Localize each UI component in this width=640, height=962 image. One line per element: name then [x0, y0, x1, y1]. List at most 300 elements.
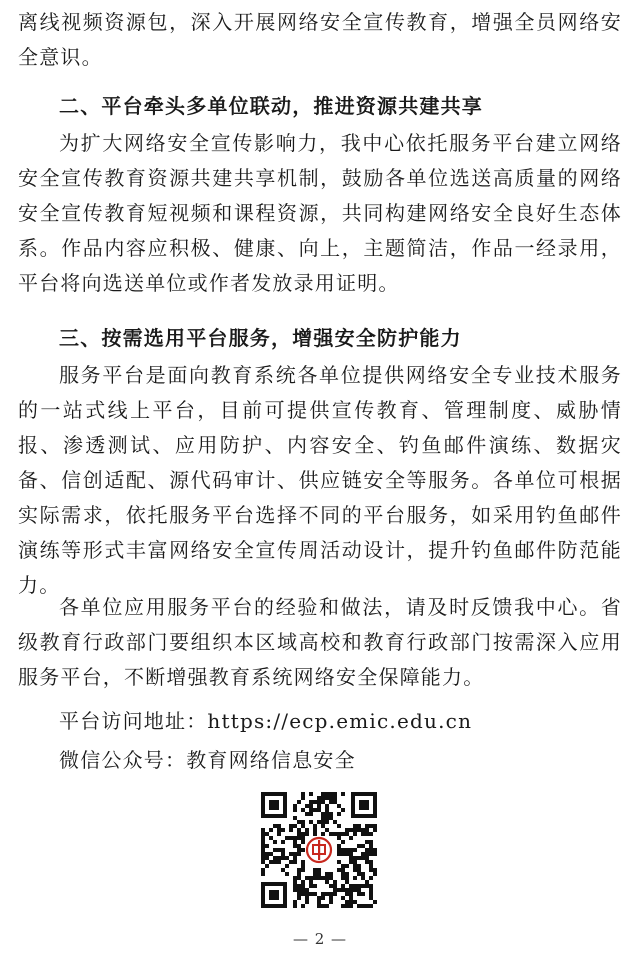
platform-address: 平台访问地址：https://ecp.emic.edu.cn — [59, 709, 473, 733]
qr-module — [337, 824, 341, 828]
qr-module — [265, 852, 269, 856]
qr-module — [277, 824, 281, 828]
qr-module — [305, 876, 309, 880]
qr-module — [325, 876, 329, 880]
qr-module — [285, 872, 289, 876]
qr-module — [349, 856, 353, 860]
qr-module — [325, 904, 329, 908]
qr-module — [309, 800, 313, 804]
qr-module — [349, 888, 353, 892]
qr-module — [349, 904, 353, 908]
qr-module — [361, 872, 365, 876]
qr-module — [297, 872, 301, 876]
section-2-paragraph: 为扩大网络安全宣传影响力，我中心依托服务平台建立网络安全宣传教育资源共建共享机制，鼓励各单位选送高质量的网络安全宣传教育短视频和课程资源，共同构建网络安全良好生态体系。作品内容应积极、健康、向上，主题简洁，作品一经录用，平台将向选送单位或作者发放录用证明。 — [18, 131, 622, 295]
qr-module — [277, 848, 281, 852]
qr-module — [305, 812, 309, 816]
qr-module — [365, 828, 369, 832]
qr-module — [353, 848, 357, 852]
qr-module — [301, 864, 305, 868]
qr-module — [333, 892, 337, 896]
qr-module — [261, 844, 265, 848]
qr-module — [301, 836, 305, 840]
qr-module — [265, 832, 269, 836]
qr-module — [309, 884, 313, 888]
qr-module — [373, 900, 377, 904]
qr-module — [277, 856, 281, 860]
qr-module — [293, 880, 297, 884]
qr-module — [301, 840, 305, 844]
qr-module — [317, 876, 321, 880]
qr-module — [341, 888, 345, 892]
qr-module — [309, 812, 313, 816]
qr-module — [321, 796, 325, 800]
qr-module — [317, 808, 321, 812]
qr-module — [329, 832, 333, 836]
qr-module — [329, 792, 333, 796]
qr-module — [261, 832, 265, 836]
qr-module — [313, 868, 317, 872]
qr-module — [341, 904, 345, 908]
qr-module — [325, 816, 329, 820]
qr-module — [293, 824, 297, 828]
qr-module — [329, 872, 333, 876]
qr-module — [369, 896, 373, 900]
qr-module — [265, 844, 269, 848]
qr-module — [301, 868, 305, 872]
qr-module — [305, 900, 309, 904]
qr-module — [297, 888, 301, 892]
qr-module — [277, 860, 281, 864]
qr-module — [353, 900, 357, 904]
qr-module — [333, 884, 337, 888]
qr-module — [285, 864, 289, 868]
qr-module — [293, 904, 297, 908]
qr-module — [333, 880, 337, 884]
qr-module — [309, 880, 313, 884]
qr-module — [333, 888, 337, 892]
qr-module — [369, 848, 373, 852]
qr-module — [357, 868, 361, 872]
qr-module — [345, 892, 349, 896]
qr-module — [345, 832, 349, 836]
qr-module — [369, 904, 373, 908]
qr-finder-bottom-left — [261, 882, 287, 908]
qr-module — [365, 880, 369, 884]
qr-module — [297, 828, 301, 832]
qr-module — [373, 872, 377, 876]
qr-module — [281, 868, 285, 872]
qr-module — [261, 868, 265, 872]
qr-module — [341, 792, 345, 796]
qr-module — [289, 828, 293, 832]
qr-module — [297, 800, 301, 804]
qr-module — [305, 896, 309, 900]
qr-module — [321, 816, 325, 820]
qr-module — [373, 824, 377, 828]
qr-module — [305, 892, 309, 896]
qr-module — [309, 892, 313, 896]
qr-module — [317, 820, 321, 824]
qr-module — [349, 848, 353, 852]
qr-module — [353, 884, 357, 888]
qr-module — [365, 848, 369, 852]
qr-module — [313, 892, 317, 896]
qr-module — [261, 852, 265, 856]
qr-module — [369, 876, 373, 880]
qr-module — [349, 892, 353, 896]
qr-module — [281, 840, 285, 844]
qr-module — [361, 844, 365, 848]
qr-module — [337, 844, 341, 848]
qr-module — [349, 852, 353, 856]
qr-module — [261, 840, 265, 844]
qr-module — [293, 836, 297, 840]
qr-module — [353, 876, 357, 880]
qr-module — [293, 844, 297, 848]
qr-module — [357, 904, 361, 908]
qr-module — [301, 884, 305, 888]
qr-module — [301, 904, 305, 908]
qr-module — [361, 856, 365, 860]
qr-module — [329, 892, 333, 896]
qr-module — [265, 864, 269, 868]
qr-module — [293, 804, 297, 808]
qr-module — [321, 820, 325, 824]
qr-module — [297, 896, 301, 900]
qr-module — [261, 828, 265, 832]
qr-module — [361, 876, 365, 880]
wechat-account: 微信公众号：教育网络信息安全 — [59, 748, 356, 772]
qr-module — [281, 848, 285, 852]
section-heading-3: 三、按需选用平台服务，增强安全防护能力 — [59, 326, 462, 350]
qr-module — [337, 868, 341, 872]
qr-module — [329, 800, 333, 804]
qr-module — [345, 900, 349, 904]
qr-module — [289, 852, 293, 856]
qr-module — [293, 876, 297, 880]
qr-module — [341, 864, 345, 868]
qr-module — [317, 868, 321, 872]
qr-module — [313, 872, 317, 876]
qr-module — [325, 820, 329, 824]
qr-module — [317, 896, 321, 900]
qr-module — [293, 900, 297, 904]
qr-module — [341, 884, 345, 888]
qr-module — [297, 892, 301, 896]
qr-module — [369, 832, 373, 836]
qr-module — [345, 864, 349, 868]
qr-module — [341, 848, 345, 852]
qr-module — [369, 824, 373, 828]
qr-module — [349, 828, 353, 832]
qr-module — [297, 844, 301, 848]
qr-module — [349, 860, 353, 864]
qr-module — [289, 824, 293, 828]
qr-module — [373, 852, 377, 856]
qr-module — [289, 836, 293, 840]
qr-module — [369, 892, 373, 896]
qr-module — [357, 844, 361, 848]
qr-module — [325, 808, 329, 812]
qr-module — [353, 856, 357, 860]
qr-module — [341, 868, 345, 872]
qr-module — [321, 800, 325, 804]
qr-module — [305, 804, 309, 808]
qr-module — [297, 868, 301, 872]
qr-module — [369, 868, 373, 872]
qr-module — [293, 884, 297, 888]
qr-module — [329, 812, 333, 816]
qr-module — [361, 904, 365, 908]
qr-module — [369, 888, 373, 892]
qr-module — [337, 860, 341, 864]
qr-module — [337, 848, 341, 852]
qr-module — [277, 828, 281, 832]
qr-module — [341, 852, 345, 856]
qr-module — [345, 876, 349, 880]
qr-module — [329, 884, 333, 888]
section-3-paragraph: 服务平台是面向教育系统各单位提供网络安全专业技术服务的一站式线上平台，目前可提供宣传教育、管理制度、威胁情报、渗透测试、应用防护、内容安全、钓鱼邮件演练、数据灾备、信创适配、源代码审计、供应链安全等服务。各单位可根据实际需求，依托服务平台选择不同的平台服务，如采用钓鱼邮件演练等形式丰富网络安全宣传周活动设计，提升钓鱼邮件防范能力。 — [18, 363, 622, 597]
qr-module — [301, 860, 305, 864]
qr-module — [273, 856, 277, 860]
qr-module — [365, 852, 369, 856]
qr-module — [281, 856, 285, 860]
section-heading-2: 二、平台牵头多单位联动，推进资源共建共享 — [59, 94, 483, 118]
qr-module — [369, 844, 373, 848]
qr-module — [349, 900, 353, 904]
qr-module — [317, 804, 321, 808]
qr-module — [369, 852, 373, 856]
qr-module — [309, 820, 313, 824]
qr-module — [353, 864, 357, 868]
qr-module — [325, 812, 329, 816]
qr-module — [289, 860, 293, 864]
qr-module — [361, 832, 365, 836]
qr-module — [313, 828, 317, 832]
qr-module — [345, 828, 349, 832]
qr-module — [365, 832, 369, 836]
qr-module — [273, 848, 277, 852]
qr-module — [369, 864, 373, 868]
qr-module — [309, 804, 313, 808]
qr-module — [337, 888, 341, 892]
qr-module — [297, 832, 301, 836]
qr-module — [269, 860, 273, 864]
qr-module — [365, 824, 369, 828]
qr-module — [301, 796, 305, 800]
qr-module — [317, 796, 321, 800]
qr-module — [277, 832, 281, 836]
qr-module — [305, 888, 309, 892]
intro-paragraph-tail: 离线视频资源包，深入开展网络安全宣传教育，增强全员网络安全意识。 — [18, 10, 622, 69]
qr-module — [353, 888, 357, 892]
qr-module — [365, 840, 369, 844]
qr-module — [309, 876, 313, 880]
qr-module — [317, 900, 321, 904]
qr-module — [365, 860, 369, 864]
qr-module — [345, 904, 349, 908]
qr-module — [293, 852, 297, 856]
qr-module — [297, 836, 301, 840]
qr-module — [305, 828, 309, 832]
qr-module — [301, 848, 305, 852]
qr-module — [325, 872, 329, 876]
qr-module — [301, 892, 305, 896]
qr-module — [269, 836, 273, 840]
qr-module — [329, 900, 333, 904]
qr-module — [337, 852, 341, 856]
qr-module — [341, 872, 345, 876]
qr-module — [305, 832, 309, 836]
qr-module — [317, 904, 321, 908]
qr-module — [329, 876, 333, 880]
qr-module — [293, 860, 297, 864]
qr-module — [293, 840, 297, 844]
qr-module — [333, 792, 337, 796]
qr-module — [353, 868, 357, 872]
qr-module — [341, 876, 345, 880]
qr-module — [357, 856, 361, 860]
feedback-paragraph: 各单位应用服务平台的经验和做法，请及时反馈我中心。省级教育行政部门要组织本区域高校和教育行政部门按需深入应用服务平台，不断增强教育系统网络安全保障能力。 — [18, 595, 622, 689]
qr-module — [341, 840, 345, 844]
qr-module — [373, 848, 377, 852]
qr-module — [325, 892, 329, 896]
qr-module — [349, 884, 353, 888]
qr-module — [313, 808, 317, 812]
qr-module — [301, 820, 305, 824]
qr-module — [349, 896, 353, 900]
qr-module — [261, 860, 265, 864]
qr-module — [297, 848, 301, 852]
qr-module — [321, 792, 325, 796]
qr-module — [297, 820, 301, 824]
qr-module — [357, 884, 361, 888]
qr-module — [345, 888, 349, 892]
qr-module — [357, 872, 361, 876]
qr-module — [353, 824, 357, 828]
qr-module — [333, 832, 337, 836]
qr-module — [333, 820, 337, 824]
qr-module — [325, 796, 329, 800]
qr-module — [297, 884, 301, 888]
page-number: — 2 — — [292, 930, 348, 948]
qr-module — [337, 832, 341, 836]
qr-module — [261, 848, 265, 852]
qr-module — [293, 888, 297, 892]
qr-module — [337, 812, 341, 816]
qr-module — [269, 852, 273, 856]
qr-module — [345, 848, 349, 852]
qr-module — [349, 836, 353, 840]
qr-module — [301, 808, 305, 812]
qr-module — [345, 880, 349, 884]
qr-module — [321, 904, 325, 908]
qr-module — [325, 880, 329, 884]
qr-module — [309, 792, 313, 796]
qr-module — [321, 876, 325, 880]
qr-module — [321, 892, 325, 896]
qr-module — [373, 868, 377, 872]
qr-module — [261, 856, 265, 860]
qr-module — [357, 892, 361, 896]
qr-module — [261, 872, 265, 876]
qr-module — [321, 832, 325, 836]
qr-module — [261, 836, 265, 840]
qr-code-icon — [259, 790, 379, 910]
qr-module — [273, 824, 277, 828]
qr-module — [329, 796, 333, 800]
qr-module — [285, 836, 289, 840]
qr-module — [293, 816, 297, 820]
qr-module — [365, 884, 369, 888]
qr-module — [341, 832, 345, 836]
qr-module — [373, 828, 377, 832]
qr-module — [361, 828, 365, 832]
qr-module — [297, 852, 301, 856]
qr-module — [325, 828, 329, 832]
qr-module — [357, 828, 361, 832]
qr-module — [365, 856, 369, 860]
qr-module — [337, 836, 341, 840]
qr-center-logo — [305, 836, 333, 864]
qr-module — [293, 856, 297, 860]
qr-module — [317, 800, 321, 804]
qr-module — [369, 860, 373, 864]
qr-module — [353, 860, 357, 864]
qr-module — [301, 888, 305, 892]
qr-module — [273, 860, 277, 864]
qr-module — [309, 808, 313, 812]
qr-module — [361, 884, 365, 888]
qr-module — [313, 884, 317, 888]
qr-module — [301, 824, 305, 828]
qr-module — [321, 812, 325, 816]
qr-module — [301, 832, 305, 836]
qr-module — [337, 804, 341, 808]
qr-module — [313, 876, 317, 880]
qr-module — [325, 792, 329, 796]
qr-module — [329, 816, 333, 820]
qr-module — [301, 880, 305, 884]
qr-module — [329, 896, 333, 900]
qr-module — [361, 892, 365, 896]
qr-module — [361, 852, 365, 856]
qr-module — [345, 872, 349, 876]
qr-module — [333, 796, 337, 800]
qr-module — [313, 832, 317, 836]
qr-module — [265, 856, 269, 860]
qr-module — [357, 864, 361, 868]
qr-module — [321, 824, 325, 828]
qr-module — [321, 896, 325, 900]
qr-module — [281, 828, 285, 832]
qr-module — [345, 852, 349, 856]
qr-module — [353, 828, 357, 832]
qr-module — [317, 872, 321, 876]
qr-module — [341, 896, 345, 900]
qr-module — [353, 832, 357, 836]
qr-module — [297, 876, 301, 880]
qr-module — [357, 824, 361, 828]
qr-module — [285, 856, 289, 860]
qr-finder-top-right — [351, 792, 377, 818]
qr-module — [281, 852, 285, 856]
qr-module — [357, 888, 361, 892]
qr-module — [269, 828, 273, 832]
qr-module — [313, 824, 317, 828]
qr-module — [293, 808, 297, 812]
qr-module — [313, 800, 317, 804]
